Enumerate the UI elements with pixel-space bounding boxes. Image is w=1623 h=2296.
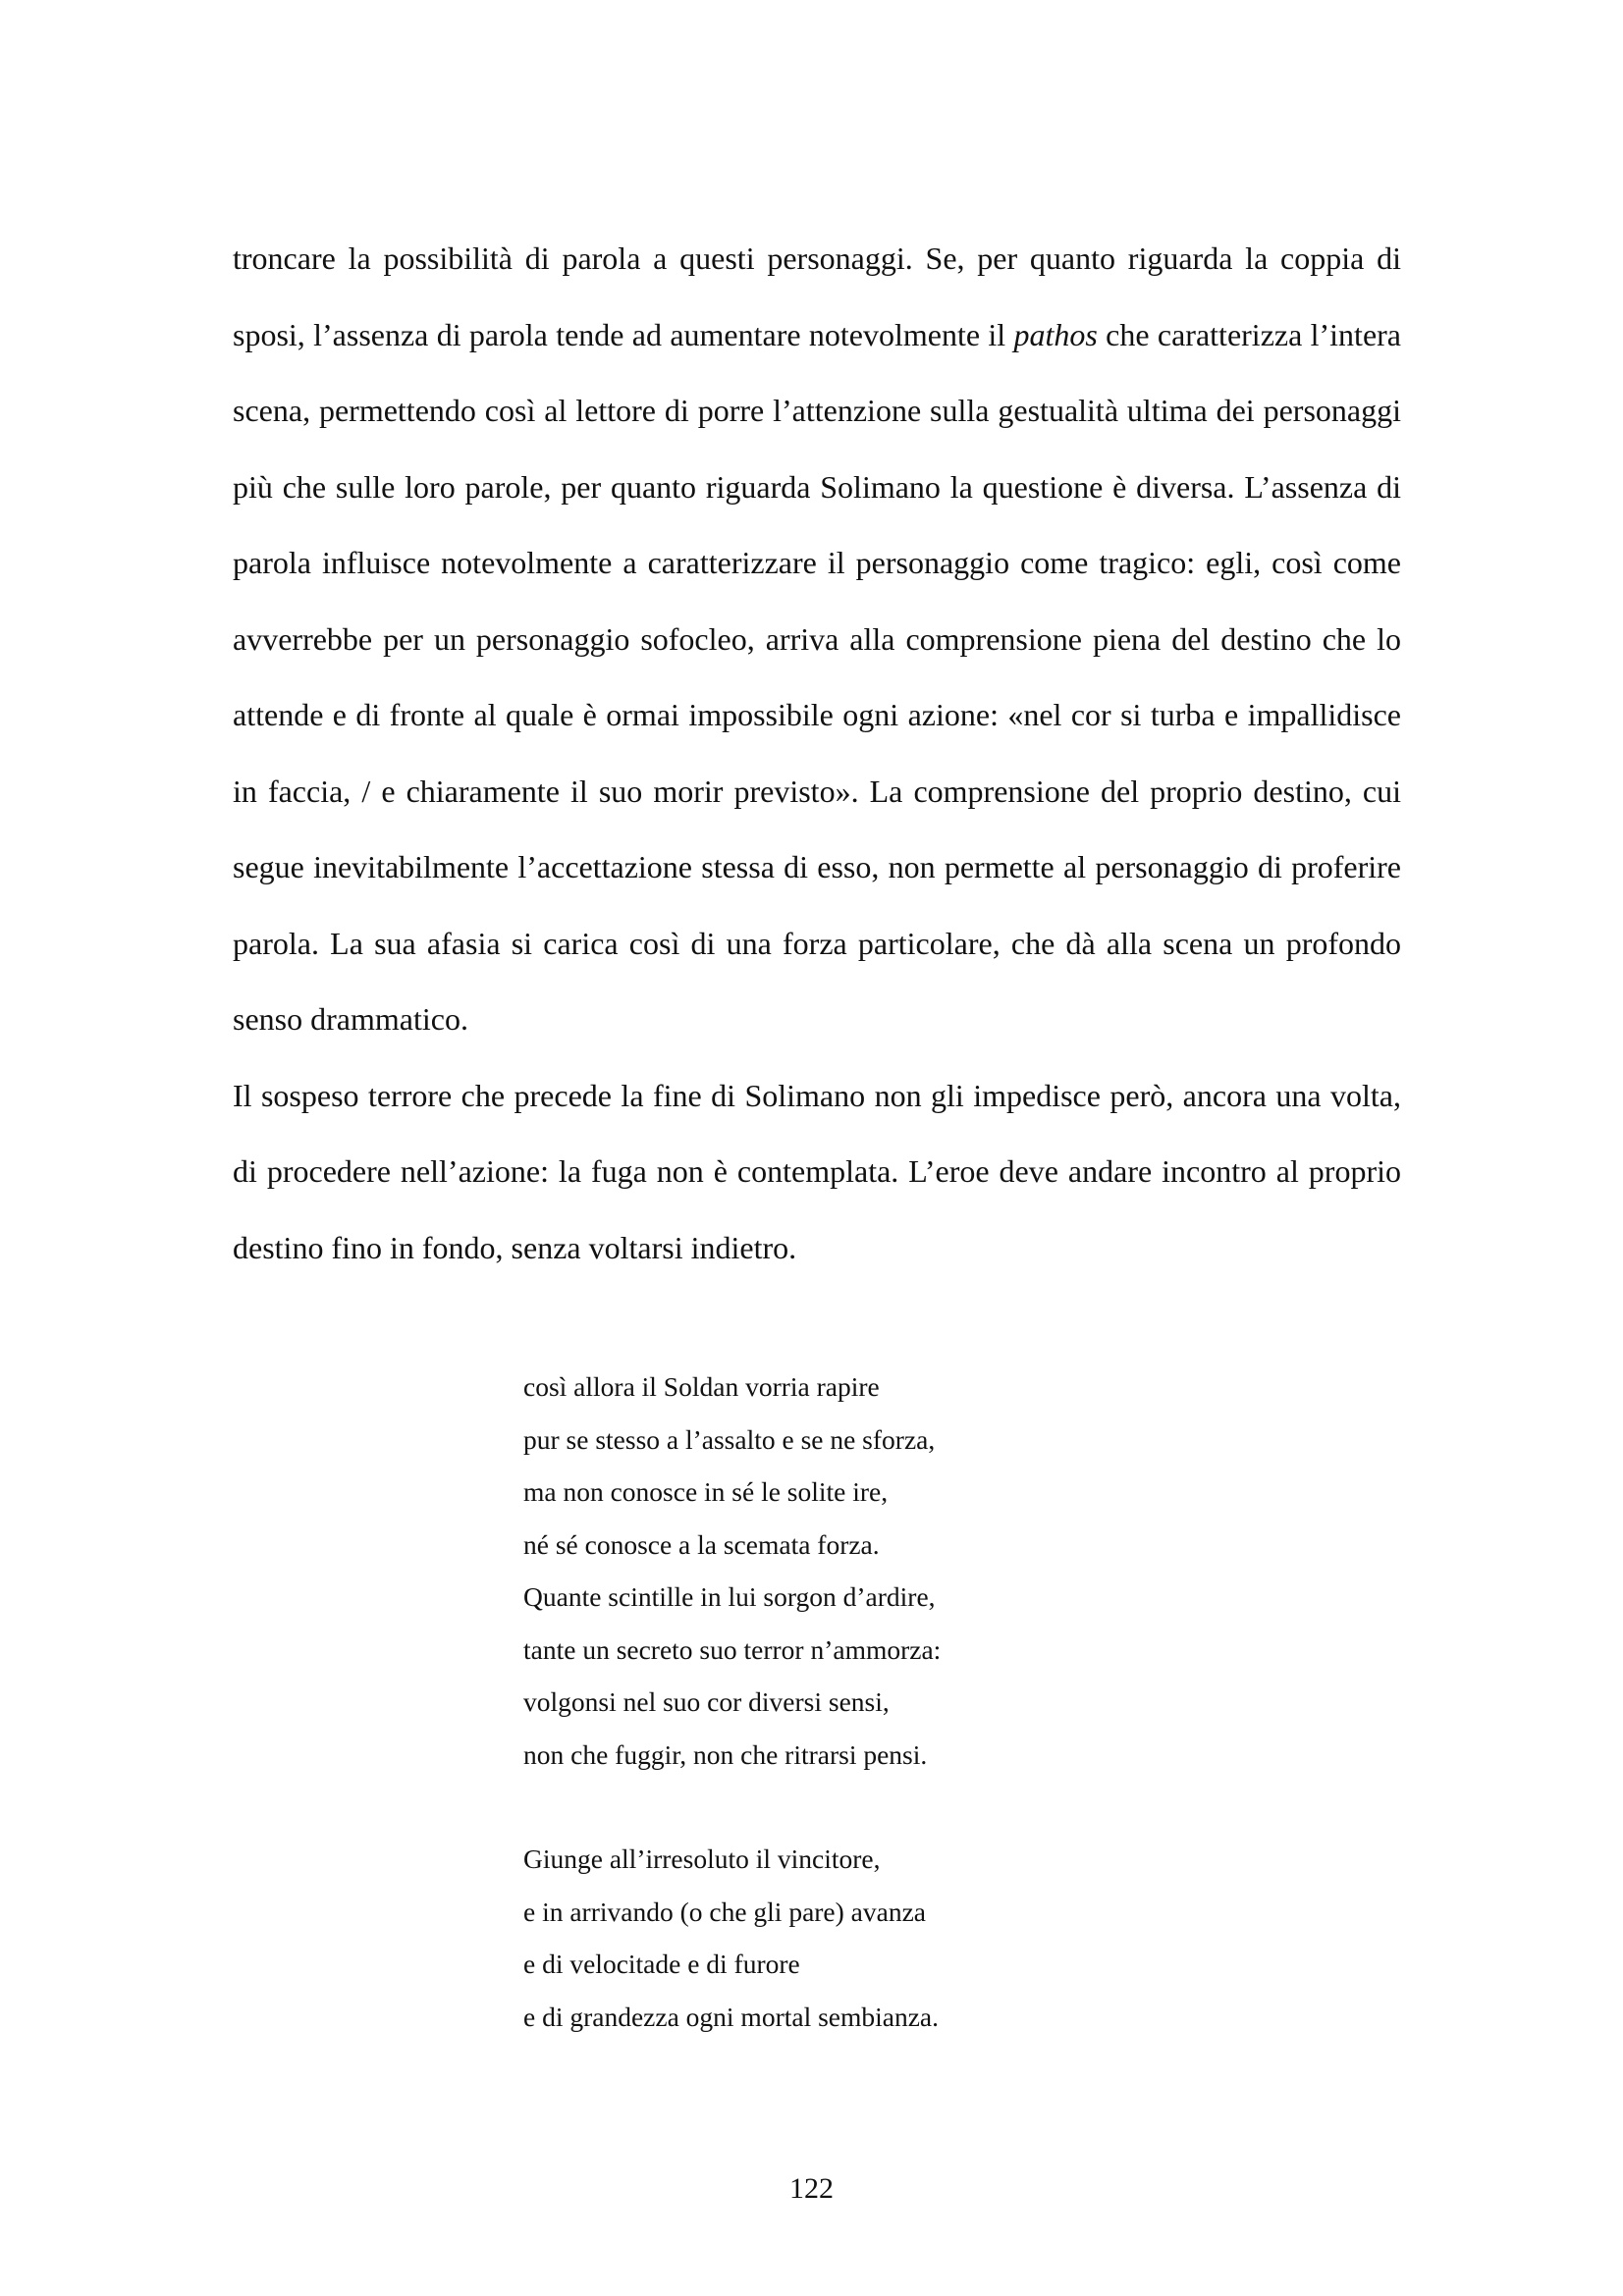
verse-line: pur se stesso a l’assalto e se ne sforza, bbox=[523, 1423, 936, 1455]
verse-line: Giunge all’irresoluto il vincitore, bbox=[523, 1843, 881, 1874]
italic-term-pathos: pathos bbox=[1013, 316, 1098, 352]
stanza-2 bbox=[523, 1833, 1112, 2043]
page-number: 122 bbox=[789, 2172, 834, 2205]
paragraph-1-text-end: che caratterizza l’intera scena, permettendo così al lettore di porre l’attenzione sulla gestualità ultima dei personaggi più che sulle loro parole, per quanto riguarda Solimano la questione è diversa. L’assenza di parola influisce notevolmente a caratterizzare il personaggio come tragico: egli, così come avverrebbe per un personaggio sofocleo, arriva alla comprensione piena del destino che lo attende e di fronte al quale è ormai impossibile ogni azione: «nel cor si turba e impallidisce in faccia, / e chiaramente il suo morir previsto». La comprensione del proprio destino, cui segue inevitabilmente l’accettazione stessa di esso, non permette al personaggio di proferire parola. La sua afasia si carica così di una forza particolare, che dà alla scena un profondo senso drammatico. bbox=[233, 316, 1402, 1037]
verse-line: né sé conosce a la scemata forza. bbox=[523, 1528, 880, 1560]
verse-line: così allora il Soldan vorria rapire bbox=[523, 1371, 880, 1402]
paragraph-2: Il sospeso terrore che precede la fine di Solimano non gli impedisce però, ancora una volta, di procedere nell’azione: la fuga non è contemplata. L’eroe deve andare incontro al proprio destino fino in fondo, senza voltarsi indietro. bbox=[233, 1077, 1401, 1265]
verse-line: tante un secreto suo terror n’ammorza: bbox=[523, 1633, 942, 1665]
verse-line: e in arrivando (o che gli pare) avanza bbox=[523, 1896, 926, 1927]
verse-line: e di grandezza ogni mortal sembianza. bbox=[523, 2001, 940, 2032]
paragraph-1-text-start: troncare la possibilità di parola a questi personaggi. Se, per quanto riguarda la coppia di sposi, l’assenza di parola tende ad aumentare notevolmente il bbox=[233, 240, 1401, 352]
verse-line: e di velocitade e di furore bbox=[523, 1949, 800, 1979]
verse-line: volgonsi nel suo cor diversi sensi, bbox=[523, 1686, 890, 1717]
verse-quotation bbox=[523, 1361, 1112, 2043]
paragraph-1 bbox=[233, 221, 1401, 1058]
verse-line: non che fuggir, non che ritrarsi pensi. bbox=[523, 1738, 928, 1770]
body-text bbox=[233, 221, 1401, 1286]
verse-line: Quante scintille in lui sorgon d’ardire, bbox=[523, 1581, 936, 1612]
stanza-1 bbox=[523, 1361, 1112, 1781]
verse-line: ma non conosce in sé le solite ire, bbox=[523, 1476, 889, 1507]
